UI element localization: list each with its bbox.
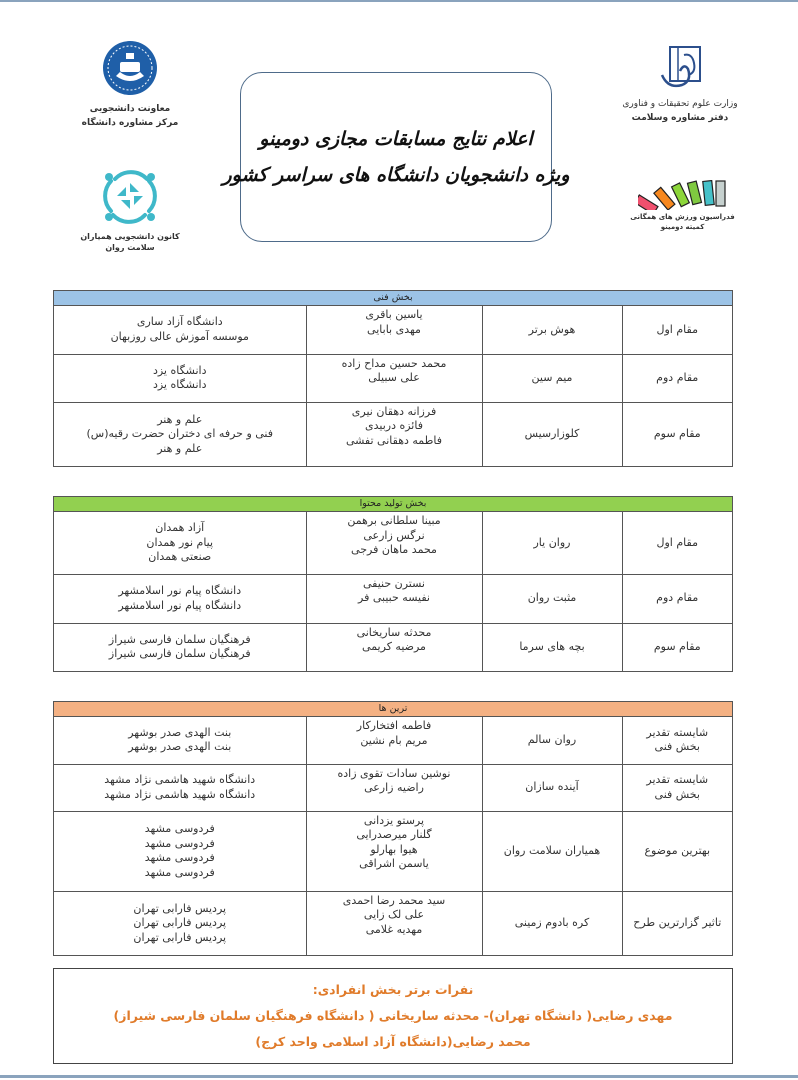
member-name: نفیسه حبیبی فر bbox=[358, 591, 430, 604]
hamyaran-logo-icon bbox=[99, 165, 161, 227]
top-rule bbox=[0, 0, 798, 2]
member-name: یاسین باقری bbox=[365, 308, 423, 321]
names-cell bbox=[306, 306, 482, 354]
table-row bbox=[54, 402, 732, 466]
member-name: راضیه زارعی bbox=[364, 781, 424, 794]
university-name: فرهنگیان سلمان فارسی شیراز bbox=[108, 632, 251, 646]
hamyaran-caption-1: کانون دانشجویی همیاران bbox=[80, 232, 180, 241]
member-name: مبینا سلطانی برهمن bbox=[347, 514, 441, 527]
university-name: دانشگاه یزد bbox=[152, 363, 207, 377]
university-name: موسسه آموزش عالی روزبهان bbox=[110, 329, 249, 343]
university-name: دانشگاه شهید هاشمی نژاد مشهد bbox=[104, 787, 256, 801]
university-cell bbox=[54, 306, 306, 354]
content-section-header: بخش تولید محتوا bbox=[54, 497, 732, 512]
university-cell bbox=[54, 623, 306, 671]
team-cell: کره بادوم زمینی bbox=[482, 891, 622, 955]
individual-winners-box bbox=[53, 968, 733, 1064]
page-title-line-1: اعلام نتایج مسابقات مجازی دومینو bbox=[259, 128, 533, 150]
university-name: علم و هنر bbox=[157, 441, 203, 455]
technical-section-header: بخش فنی bbox=[54, 291, 732, 306]
table-row bbox=[54, 623, 732, 671]
names-cell bbox=[306, 354, 482, 402]
award-cell bbox=[622, 717, 732, 764]
table-row bbox=[54, 306, 732, 354]
award-label: بهترین موضوع bbox=[644, 843, 711, 857]
university-name: پردیس فارابی تهران bbox=[133, 930, 227, 944]
team-cell: مثبت روان bbox=[482, 574, 622, 623]
university-name: دانشگاه پیام نور اسلامشهر bbox=[118, 598, 242, 612]
domino-logo-icon bbox=[638, 180, 728, 210]
ministry-logo-icon bbox=[658, 45, 702, 93]
names-cell bbox=[306, 717, 482, 764]
university-cell bbox=[54, 811, 306, 891]
rank-cell: مقام دوم bbox=[622, 354, 732, 402]
names-cell bbox=[306, 512, 482, 574]
university-cell bbox=[54, 891, 306, 955]
hamyaran-logo bbox=[65, 165, 195, 253]
domino-caption-1: فدراسیون ورزش های همگانی bbox=[630, 213, 735, 221]
member-name: سید محمد رضا احمدی bbox=[342, 893, 446, 907]
member-name: مهدیه غلامی bbox=[365, 922, 423, 936]
team-cell: روان یار bbox=[482, 512, 622, 574]
rank-cell: مقام دوم bbox=[622, 574, 732, 623]
best-section-header: ترین ها bbox=[54, 702, 732, 717]
award-cell bbox=[622, 891, 732, 955]
individual-winners-heading: نفرات برتر بخش انفرادی: bbox=[312, 982, 474, 997]
university-name: فردوسی مشهد bbox=[144, 836, 215, 850]
university-name: فردوسی مشهد bbox=[144, 822, 215, 835]
university-seal-icon bbox=[102, 40, 158, 96]
bottom-rule bbox=[0, 1075, 798, 1078]
university-name: فنی و حرفه ای دختران حضرت رقیه(س) bbox=[86, 427, 273, 440]
university-name: دانشگاه پیام نور اسلامشهر bbox=[118, 584, 242, 597]
table-row bbox=[54, 354, 732, 402]
team-cell: هوش برتر bbox=[482, 306, 622, 354]
team-cell: میم سین bbox=[482, 354, 622, 402]
member-name: نسترن حنیفی bbox=[362, 576, 425, 590]
member-name: مرضیه کریمی bbox=[362, 640, 426, 653]
member-name: گلنار میرصدرایی bbox=[356, 828, 432, 841]
ministry-logo bbox=[610, 45, 750, 125]
university-caption-2: مرکز مشاوره دانشگاه bbox=[81, 118, 179, 128]
table-row bbox=[54, 811, 732, 891]
member-name: فائزه دربیدی bbox=[365, 419, 423, 432]
member-name: علی لک زایی bbox=[363, 908, 425, 921]
names-cell bbox=[306, 402, 482, 466]
content-section-table bbox=[53, 496, 733, 672]
university-name: بنت الهدی صدر بوشهر bbox=[128, 740, 232, 754]
domino-caption-2: کمیته دومینو bbox=[660, 223, 705, 231]
award-label: بخش فنی bbox=[654, 787, 700, 801]
member-name: یاسمن اشراقی bbox=[359, 857, 429, 870]
award-label: شایسته تقدیر bbox=[646, 725, 709, 739]
university-name: پردیس فارابی تهران bbox=[133, 901, 227, 915]
university-name: دانشگاه آزاد ساری bbox=[136, 315, 223, 329]
member-name: علی سبیلی bbox=[368, 371, 420, 384]
award-label: تاثیر گزارترین طرح bbox=[633, 916, 722, 929]
university-cell bbox=[54, 717, 306, 764]
university-name: دانشگاه یزد bbox=[152, 378, 207, 391]
table-row bbox=[54, 717, 732, 764]
university-name: علم و هنر bbox=[157, 412, 203, 426]
member-name: مهدی بابایی bbox=[367, 322, 421, 336]
award-label: بخش فنی bbox=[654, 740, 700, 754]
rank-cell: مقام اول bbox=[622, 306, 732, 354]
university-name: پردیس فارابی تهران bbox=[133, 916, 227, 929]
award-cell bbox=[622, 811, 732, 891]
member-name: محمد حسین مداح زاده bbox=[341, 356, 447, 370]
university-cell bbox=[54, 574, 306, 623]
names-cell bbox=[306, 574, 482, 623]
university-name: فردوسی مشهد bbox=[144, 851, 215, 864]
member-name: محدثه ساریخانی bbox=[356, 625, 432, 639]
page-title-line-2: ویژه دانشجویان دانشگاه های سراسر کشور bbox=[222, 164, 570, 186]
technical-section-table bbox=[53, 290, 733, 467]
university-cell bbox=[54, 354, 306, 402]
member-name: نرگس زارعی bbox=[363, 528, 425, 542]
ministry-caption-1: وزارت علوم تحقیقات و فناوری bbox=[622, 99, 738, 109]
university-name: فرهنگیان سلمان فارسی شیراز bbox=[108, 647, 251, 661]
domino-federation-logo bbox=[625, 180, 740, 232]
team-cell: بچه های سرما bbox=[482, 623, 622, 671]
member-name: پرستو یزدانی bbox=[363, 813, 425, 827]
team-cell: کلوزارسیس bbox=[482, 402, 622, 466]
university-caption-1: معاونت دانشجویی bbox=[89, 104, 171, 114]
ministry-caption-2: دفتر مشاوره وسلامت bbox=[631, 113, 729, 123]
names-cell bbox=[306, 891, 482, 955]
university-name: دانشگاه شهید هاشمی نژاد مشهد bbox=[104, 773, 256, 786]
names-cell bbox=[306, 811, 482, 891]
rank-cell: مقام اول bbox=[622, 512, 732, 574]
university-name: بنت الهدی صدر بوشهر bbox=[128, 725, 232, 739]
university-cell bbox=[54, 764, 306, 811]
member-name: محمد ماهان فرجی bbox=[351, 543, 437, 556]
member-name: فاطمه دهقانی تفشی bbox=[345, 433, 443, 447]
individual-winners-line-2: محمد رضایی(دانشگاه آزاد اسلامی واحد کرج) bbox=[255, 1034, 531, 1049]
title-box bbox=[222, 72, 570, 242]
individual-winners-line-1: مهدی رضایی( دانشگاه تهران)- محدثه ساریخانی ( دانشگاه فرهنگیان سلمان فارسی شیراز) bbox=[113, 1008, 673, 1023]
best-section-table bbox=[53, 701, 733, 956]
table-row bbox=[54, 764, 732, 811]
hamyaran-caption-2: سلامت روان bbox=[105, 243, 155, 252]
award-label: شایسته تقدیر bbox=[646, 773, 709, 786]
names-cell bbox=[306, 764, 482, 811]
team-cell: آینده سازان bbox=[482, 764, 622, 811]
member-name: مریم بام نشین bbox=[360, 733, 428, 747]
university-name: پیام نور همدان bbox=[146, 535, 214, 549]
member-name: هیوا بهارلو bbox=[370, 842, 418, 856]
member-name: فرزانه دهقان نیری bbox=[351, 404, 437, 418]
names-cell bbox=[306, 623, 482, 671]
university-cell bbox=[54, 512, 306, 574]
award-cell bbox=[622, 764, 732, 811]
rank-cell: مقام سوم bbox=[622, 623, 732, 671]
table-row bbox=[54, 512, 732, 574]
table-row bbox=[54, 891, 732, 955]
member-name: فاطمه افتخارکار bbox=[356, 719, 432, 732]
table-row bbox=[54, 574, 732, 623]
rank-cell: مقام سوم bbox=[622, 402, 732, 466]
team-cell: همیاران سلامت روان bbox=[482, 811, 622, 891]
university-name: فردوسی مشهد bbox=[144, 865, 215, 879]
university-cell bbox=[54, 402, 306, 466]
university-logo bbox=[60, 40, 200, 130]
member-name: نوشین سادات تقوی زاده bbox=[337, 766, 451, 780]
university-name: صنعتی همدان bbox=[148, 550, 212, 563]
team-cell: روان سالم bbox=[482, 717, 622, 764]
university-name: آزاد همدان bbox=[155, 521, 205, 534]
